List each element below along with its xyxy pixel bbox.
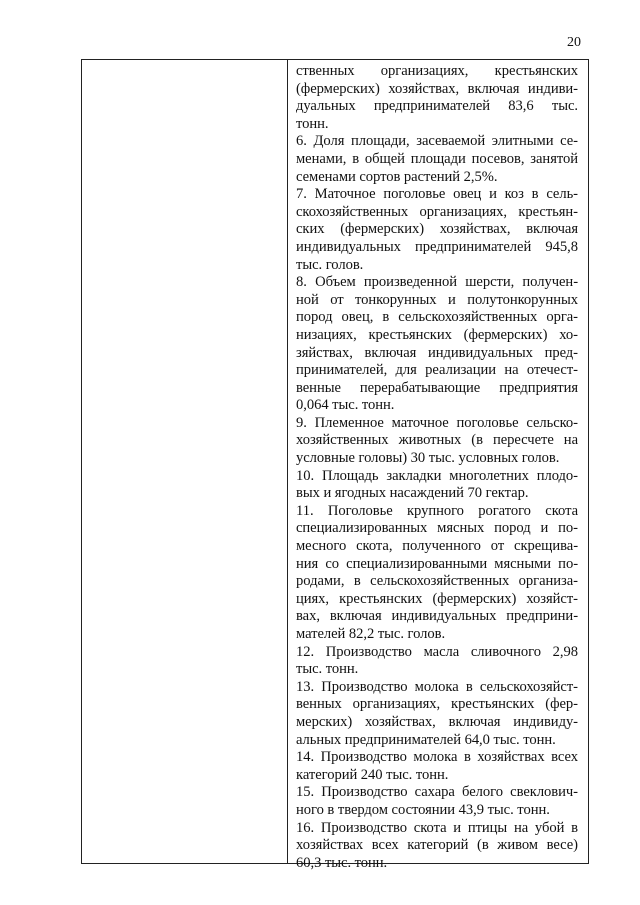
indicator-line: (фермерских) хозяйствах, включая индиви- — [296, 80, 578, 97]
indicator-line: циях, крестьянских (фермерских) хозяйст- — [296, 590, 578, 607]
indicator-line: ного в твердом состоянии 43,9 тыс. тонн. — [296, 801, 550, 818]
indicator-line: принимателей, для реализации на отечест- — [296, 362, 578, 379]
indicator-line: индивидуальных предпринимателей 945,8 — [296, 238, 578, 255]
indicator-line: хозяйственных животных (в пересчете на — [296, 432, 578, 449]
indicator-item — [296, 679, 578, 749]
indicator-line: 15. Производство сахара белого свеклович- — [296, 784, 578, 801]
indicator-line: 0,064 тыс. тонн. — [296, 397, 395, 414]
indicator-item — [296, 133, 578, 186]
indicator-line: родами, в сельскохозяйственных организа- — [296, 573, 578, 590]
indicator-line: пород овец, в сельскохозяйственных орга- — [296, 309, 578, 326]
table-right-column — [296, 63, 578, 872]
indicator-line: 12. Производство масла сливочного 2,98 — [296, 643, 578, 660]
indicator-line: 60,3 тыс. тонн. — [296, 854, 388, 871]
table-left-column — [82, 60, 288, 863]
indicator-line: категорий 240 тыс. тонн. — [296, 766, 449, 783]
indicator-line: вах, включая индивидуальных предприни- — [296, 608, 578, 625]
indicator-line: тыс. голов. — [296, 256, 364, 273]
indicator-line: 14. Производство молока в хозяйствах всех — [296, 749, 578, 766]
indicator-line: менами, в общей площади посевов, занятой — [296, 150, 578, 167]
indicator-line: скохозяйственных организациях, крестьян- — [296, 203, 578, 220]
indicator-line: хозяйствах всех категорий (в живом весе) — [296, 837, 578, 854]
indicator-line: венных организациях, крестьянских (фер- — [296, 696, 578, 713]
indicator-line: 7. Маточное поголовье овец и коз в сель- — [296, 186, 578, 203]
indicator-line: 11. Поголовье крупного рогатого скота — [296, 502, 578, 519]
indicator-item — [296, 749, 578, 784]
indicator-item — [296, 820, 578, 873]
indicator-line: низациях, крестьянских (фермерских) хо- — [296, 326, 578, 343]
indicator-line: условные головы) 30 тыс. условных голов. — [296, 450, 560, 467]
indicator-line: месного скота, полученного от скрещива- — [296, 538, 578, 555]
page-number: 20 — [567, 35, 581, 50]
indicator-line: 16. Производство скота и птицы на убой в — [296, 819, 578, 836]
indicator-item — [296, 63, 578, 133]
indicator-item — [296, 274, 578, 415]
indicator-line: альных предпринимателей 64,0 тыс. тонн. — [296, 731, 556, 748]
indicator-line: специализированных мясных пород и по- — [296, 520, 578, 537]
indicator-line: 13. Производство молока в сельскохозяйст- — [296, 678, 578, 695]
indicator-line: 8. Объем произведенной шерсти, получен- — [296, 274, 578, 291]
indicator-line: ских (фермерских) хозяйствах, включая — [296, 221, 578, 238]
indicator-line: мерских) хозяйствах, включая индивиду- — [296, 713, 578, 730]
indicator-line: 6. Доля площади, засеваемой элитными се- — [296, 133, 578, 150]
indicator-item — [296, 644, 578, 679]
indicator-line: семенами сортов растений 2,5%. — [296, 168, 498, 185]
indicator-item — [296, 468, 578, 503]
indicator-line: зяйствах, включая индивидуальных пред- — [296, 344, 578, 361]
indicator-line: мателей 82,2 тыс. голов. — [296, 626, 446, 642]
indicator-item — [296, 415, 578, 468]
indicator-line: тонн. — [296, 115, 329, 132]
indicator-line: ной от тонкорунных и полутонкорунных — [296, 291, 578, 308]
indicator-line: венные перерабатывающие предприятия — [296, 379, 578, 396]
indicator-item — [296, 186, 578, 274]
document-table — [81, 59, 589, 871]
indicator-line: дуальных предпринимателей 83,6 тыс. — [296, 98, 578, 115]
indicator-line: тыс. тонн. — [296, 661, 359, 678]
indicator-line: 10. Площадь закладки многолетних плодо- — [296, 467, 578, 484]
indicator-item — [296, 784, 578, 819]
indicator-line: 9. Племенное маточное поголовье сельско- — [296, 414, 578, 431]
indicator-line: вых и ягодных насаждений 70 гектар. — [296, 485, 529, 502]
indicator-line: ния со специализированными мясными по- — [296, 555, 578, 572]
indicator-item — [296, 503, 578, 644]
indicator-line: ственных организациях, крестьянских — [296, 63, 578, 79]
